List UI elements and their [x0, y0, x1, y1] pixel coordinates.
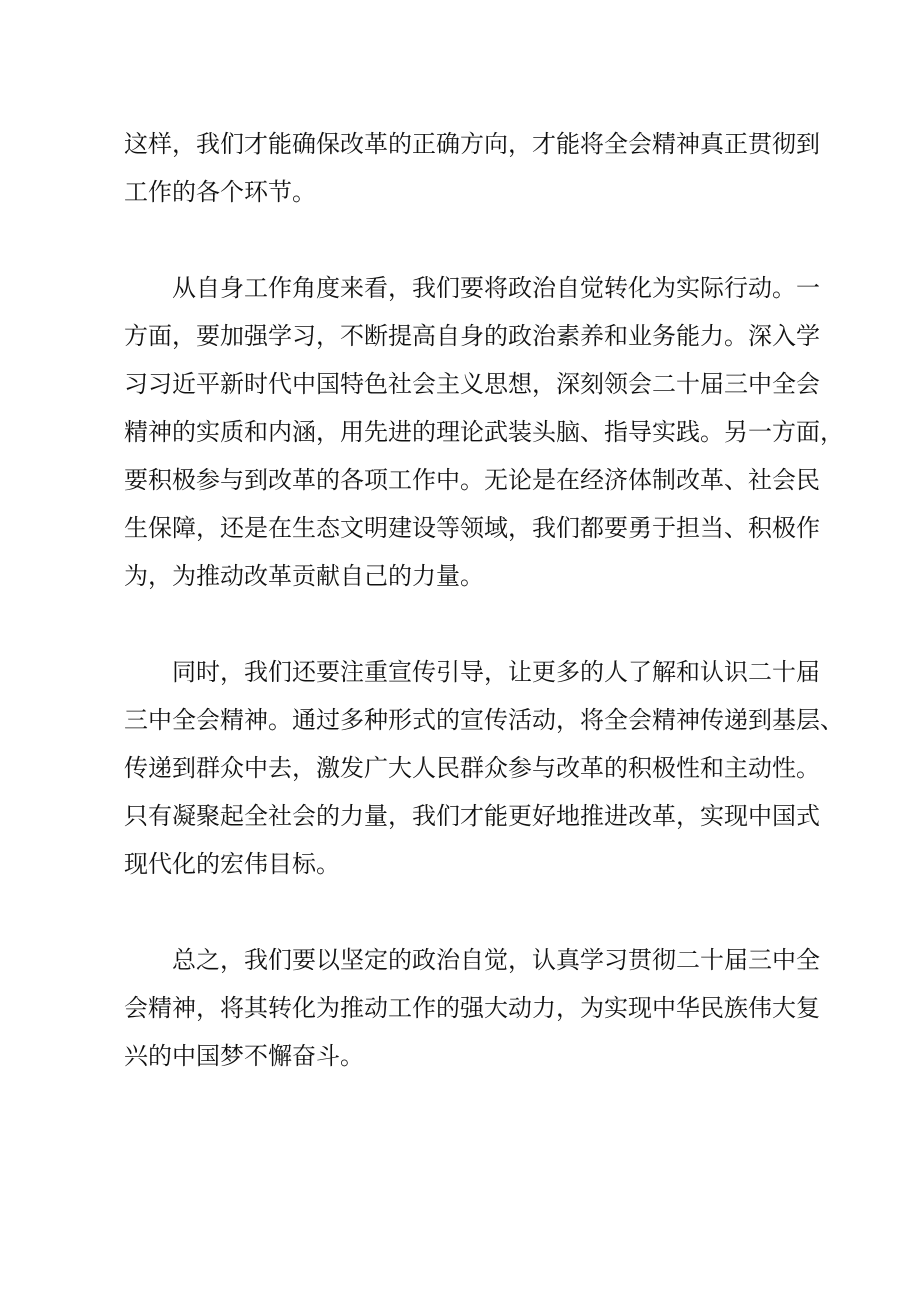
paragraph-line: 要积极参与到改革的各项工作中。无论是在经济体制改革、社会民: [124, 466, 820, 494]
paragraph-line: 总之，我们要以坚定的政治自觉，认真学习贯彻二十届三中全: [172, 946, 820, 974]
paragraph-line: 生保障，还是在生态文明建设等领域，我们都要勇于担当、积极作: [124, 514, 820, 542]
paragraph-line: 现代化的宏伟目标。: [124, 850, 340, 878]
paragraph-line: 只有凝聚起全社会的力量，我们才能更好地推进改革，实现中国式: [124, 802, 820, 830]
paragraph-line: 传递到群众中去，激发广大人民群众参与改革的积极性和主动性。: [124, 754, 820, 782]
paragraph-4: [124, 936, 829, 1080]
paragraph-line: 同时，我们还要注重宣传引导，让更多的人了解和认识二十届: [172, 658, 820, 686]
paragraph-line: 精神的实质和内涵，用先进的理论武装头脑、指导实践。另一方面，: [124, 418, 844, 446]
paragraph-1: [124, 120, 829, 216]
document-body: [124, 120, 844, 1080]
paragraph-line: 从自身工作角度来看，我们要将政治自觉转化为实际行动。一: [172, 274, 820, 302]
paragraph-line: 这样，我们才能确保改革的正确方向，才能将全会精神真正贯彻到: [124, 130, 820, 158]
paragraph-line: 为，为推动改革贡献自己的力量。: [124, 562, 484, 590]
paragraph-2: [124, 264, 844, 600]
paragraph-line: 兴的中国梦不懈奋斗。: [124, 1042, 364, 1070]
paragraph-line: 三中全会精神。通过多种形式的宣传活动，将全会精神传递到基层、: [124, 706, 844, 734]
paragraph-line: 工作的各个环节。: [124, 178, 316, 206]
paragraph-line: 会精神，将其转化为推动工作的强大动力，为实现中华民族伟大复: [124, 994, 820, 1022]
paragraph-line: 方面，要加强学习，不断提高自身的政治素养和业务能力。深入学: [124, 322, 820, 350]
paragraph-3: [124, 648, 844, 888]
paragraph-line: 习习近平新时代中国特色社会主义思想，深刻领会二十届三中全会: [124, 370, 820, 398]
